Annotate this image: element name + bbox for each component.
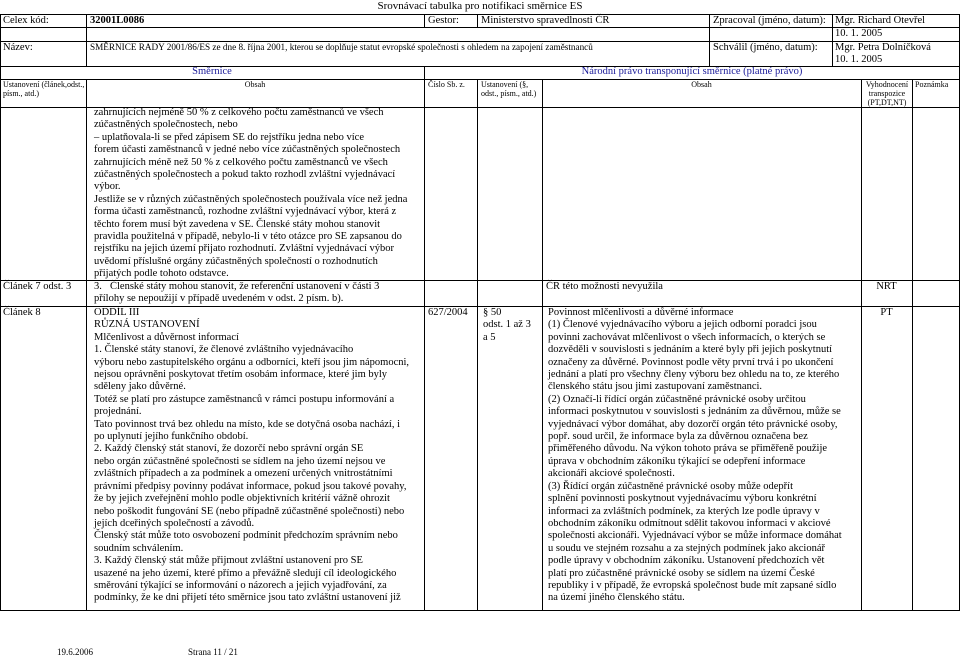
row3-paragraph-ref: § 50 odst. 1 až 3 a 5 [483,307,531,343]
zpracoval-date: 10. 1. 2005 [835,28,883,39]
row3-right-text: Povinnost mlčenlivosti a důvěrné informace (1) Členové vyjednávacího výboru a jejich odborní poradci jsou povinni zachovávat mlčenlivost o všech informacích, o kterých se dozvěděli v souvislosti s jednáním a které byly při jejich poskytnutí označeny za důvěrné. Povinnost podle věty první trvá i po ukončení jednání a platí pro všechny členy výboru bez ohledu na to, ze kterého členského státu jsou jimi zastupovaní zaměstnanci. (2) Označí-li řídící orgán zúčastněné právnické osoby určitou informaci poskytnutou v souvislosti s jednáním za důvěrnou, může se vyjednávací výbor domáhat, aby dozorčí orgán této právnické osoby, popř. soud určil, že informace byla za důvěrnou označena bez přiměřeného důvodu. Na výkon tohoto práva se přiměřeně použije úprava v obchodním zákoníku týkající se odepření informace akcionáři akciové společnosti. (3) Řídící orgán zúčastněné právnické osoby může odepřít splnění povinnosti poskytnout vyjednávacímu výboru konkrétní informaci za zvláštních podmínek, za kterých lze podle úpravy v obchodním zákoníku odmítnout sdělit takovou informaci v akciové společnosti akcionáři. Vyjednávací výbor se může informace domáhat u soudu ve stejném rozsahu a za stejných podmínek jako akcionář podle úpravy v obchodním zákoníku. Ustanovení předchozích vět platí pro zúčastněné právnické osoby se sídlem na území České republiky i v případě, že evropská společnost bude mít zapsané sídlo na území jiného členského státu. [548,307,842,604]
gestor-label: Gestor: [428,15,459,26]
nazev-label: Název: [3,42,33,53]
col-ustanoveni-right: Ustanovení (§, odst., písm., atd.) [481,80,537,98]
col-vyhodnoceni: Vyhodnocení transpozice (PT,DT,NT) [865,80,909,107]
narodni-pravo-header: Národní právo transponující směrnice (platné právo) [581,66,803,77]
nazev-value: SMĚRNICE RADY 2001/86/ES ze dne 8. října 2001, kterou se doplňuje statut evropské společnosti s ohledem na zapojení zaměstnanců [90,42,593,52]
row3-sb-number: 627/2004 [428,307,468,318]
row3-left-text: ODDÍL III RŮZNÁ USTANOVENÍ Mlčenlivost a důvěrnost informací 1. Členské státy stanoví, že členové zvláštního vyjednávacího výboru nebo zastupitelského orgánu a odborníci, kteří jsou jim nápomocni, nejsou oprávněni poskytovat třetím osobám informace, které jim byly sděleny jako důvěrné. Totéž se platí pro zástupce zaměstnanců v rámci postupu informování a projednání. Tato povinnost trvá bez ohledu na místo, kde se dotyčná osoba nachází, i po uplynutí jejího funkčního období. 2. Každý členský stát stanoví, že dozorčí nebo správní orgán SE nebo orgán zúčastněné společnosti se sídlem na jeho území nejsou ve zvláštních případech a za podmínek a omezení určených vnitrostátními právními předpisy povinny podávat informace, pokud jsou takové povahy, že by jejich zveřejnění mohlo podle objektivních kritérií vážně ohrozit nebo poškodit fungování SE (nebo případně zúčastněné společnosti) nebo jejích dceřiných společností a závodů. Členský stát může toto osvobození podmínit předchozím správním nebo soudním schválením. 3. Každý členský stát může přijmout zvláštní ustanovení pro SE usazené na jeho území, které přímo a převážně sledují cíl ideologického směrování týkající se informování o názorech a jejich vyjadřování, za podmínky, že ke dni přijetí této směrnice jsou tato zvláštní ustanovení již [94,307,410,604]
footer-date: 19.6.2006 [57,647,93,657]
row2-article: Článek 7 odst. 3 [3,281,72,292]
gestor-value: Ministerstvo spravedlnosti ČR [481,15,610,26]
row2-eval: NRT [876,281,897,292]
row2-num: 3. [94,281,102,292]
zpracoval-label: Zpracoval (jméno, datum): [713,15,826,26]
zpracoval-value: Mgr. Richard Otevřel [835,15,926,26]
col-cislo-sb: Číslo Sb. z. [428,80,465,89]
schvalil-label: Schválil (jméno, datum): [713,42,818,53]
celex-value: 32001L0086 [90,15,145,26]
row1-text: zahrnujících nejméně 50 % z celkového počtu zaměstnanců ve všech zúčastněných společnostech, nebo – uplatňovala-li se před zápisem SE do rejstříku jedna nebo více forem účasti zaměstnanců v jedné nebo více zúčastněných společnostech zahrnujících méně než 50 % z celkového počtu zaměstnanců ve všech zúčastněných společnostech a pokud takto rozhodl zvláštní vyjednávací výbor. Jestliže se v různých zúčastněných společnostech používala více než jedna forma účasti zaměstnanců, rozhodne zvláštní vyjednávací výbor, která z těchto forem musí být zavedena v SE. Členské státy mohou stanovit pravidla použitelná v případě, nebylo-li v této otázce pro SE zapsanou do rejstříku na jejich území přijato rozhodnutí. Zvláštní vyjednávací výbor uvědomí příslušné orgány zúčastněných společností o rozhodnutích přijatých podle tohoto odstavce. [94,107,408,280]
schvalil-value: Mgr. Petra Dolníčková [835,42,931,53]
row3-eval: PT [880,307,893,318]
row3-article: Článek 8 [3,307,41,318]
document-title: Srovnávací tabulka pro notifikaci směrnice ES [377,0,583,12]
schvalil-date: 10. 1. 2005 [835,54,883,65]
col-poznamka: Poznámka [915,80,949,89]
smernice-header: Směrnice [192,66,232,77]
row2-text: Členské státy mohou stanovit, že referenční ustanovení v části 3 přílohy se nepoužijí v případě uvedeném v odst. 2 písm. b). [94,281,380,305]
celex-label: Celex kód: [3,15,49,26]
col-obsah-left: Obsah [244,80,266,89]
col-obsah-right: Obsah [691,80,712,89]
footer-page: Strana 11 / 21 [188,647,238,657]
row2-right-text: ČR této možnosti nevyužila [546,281,663,292]
col-ustanoveni-left: Ustanovení (článek,odst., písm., atd.) [3,80,85,98]
